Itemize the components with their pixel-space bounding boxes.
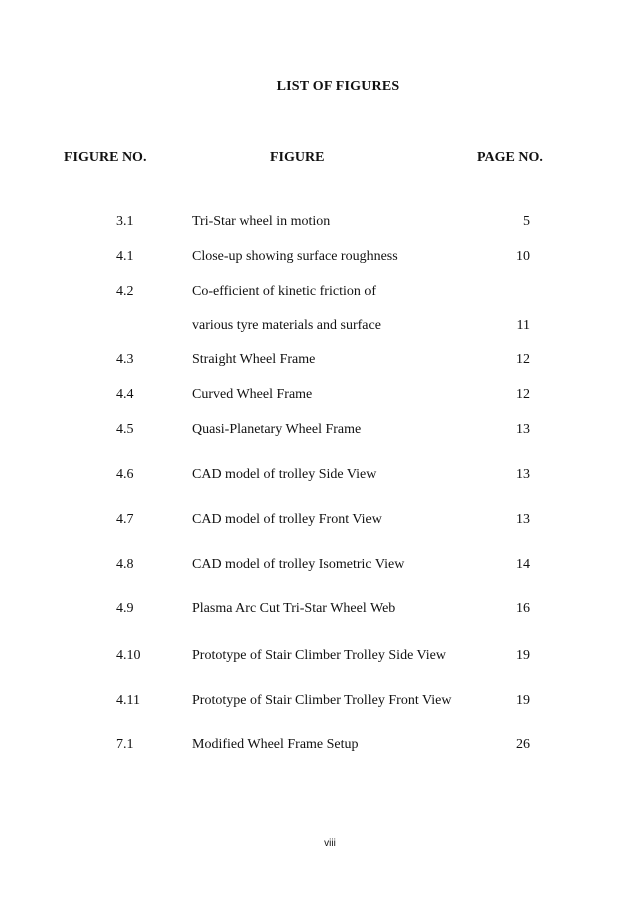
table-row (0, 693, 638, 713)
figure-title: Straight Wheel Frame (192, 352, 316, 367)
figure-title: CAD model of trolley Side View (192, 467, 377, 482)
table-row (0, 318, 638, 338)
table-row (0, 352, 638, 372)
table-row (0, 249, 638, 269)
figure-title: Curved Wheel Frame (192, 387, 313, 402)
figure-page: 14 (516, 557, 530, 572)
header-figure-no: FIGURE NO. (64, 150, 147, 165)
figure-number: 7.1 (116, 737, 134, 752)
figure-page: 13 (516, 467, 530, 482)
table-row (0, 467, 638, 487)
figure-title: Prototype of Stair Climber Trolley Front View (192, 693, 452, 708)
table-row (0, 557, 638, 577)
table-row (0, 387, 638, 407)
figure-number: 4.4 (116, 387, 134, 402)
figure-number: 4.6 (116, 467, 134, 482)
figure-title: Close-up showing surface roughness (192, 249, 398, 264)
table-header (0, 150, 638, 170)
table-row (0, 422, 638, 442)
figure-title: Plasma Arc Cut Tri-Star Wheel Web (192, 601, 396, 616)
table-row (0, 284, 638, 304)
figure-page: 26 (516, 737, 530, 752)
figure-page: 11 (516, 318, 530, 333)
figure-number: 4.1 (116, 249, 134, 264)
figure-number: 4.2 (116, 284, 134, 299)
page-number: viii (324, 838, 336, 849)
page-title: LIST OF FIGURES (276, 79, 400, 94)
figure-number: 4.8 (116, 557, 134, 572)
figure-page: 19 (516, 648, 530, 663)
table-row (0, 512, 638, 532)
figure-number: 4.11 (116, 693, 140, 708)
table-row (0, 214, 638, 234)
figure-page: 16 (516, 601, 530, 616)
figure-number: 4.5 (116, 422, 134, 437)
table-row (0, 601, 638, 621)
figure-title: various tyre materials and surface (192, 318, 381, 333)
figure-number: 4.7 (116, 512, 134, 527)
figure-title: Prototype of Stair Climber Trolley Side View (192, 648, 447, 663)
figure-title: Co-efficient of kinetic friction of (192, 284, 377, 299)
figure-page: 13 (516, 422, 530, 437)
figure-page: 19 (516, 693, 530, 708)
figure-page: 12 (516, 387, 530, 402)
header-figure: FIGURE (270, 150, 325, 165)
figure-title: CAD model of trolley Front View (192, 512, 382, 527)
header-page-no: PAGE NO. (477, 150, 543, 165)
figure-title: Modified Wheel Frame Setup (192, 737, 359, 752)
figure-title: CAD model of trolley Isometric View (192, 557, 405, 572)
figure-number: 3.1 (116, 214, 134, 229)
figure-number: 4.9 (116, 601, 134, 616)
figure-page: 10 (516, 249, 530, 264)
figure-page: 12 (516, 352, 530, 367)
table-row (0, 737, 638, 757)
figure-number: 4.10 (116, 648, 141, 663)
figure-page: 13 (516, 512, 530, 527)
figure-number: 4.3 (116, 352, 134, 367)
figure-page: 5 (523, 214, 530, 229)
table-row (0, 648, 638, 668)
figure-title: Quasi-Planetary Wheel Frame (192, 422, 362, 437)
figure-title: Tri-Star wheel in motion (192, 214, 331, 229)
